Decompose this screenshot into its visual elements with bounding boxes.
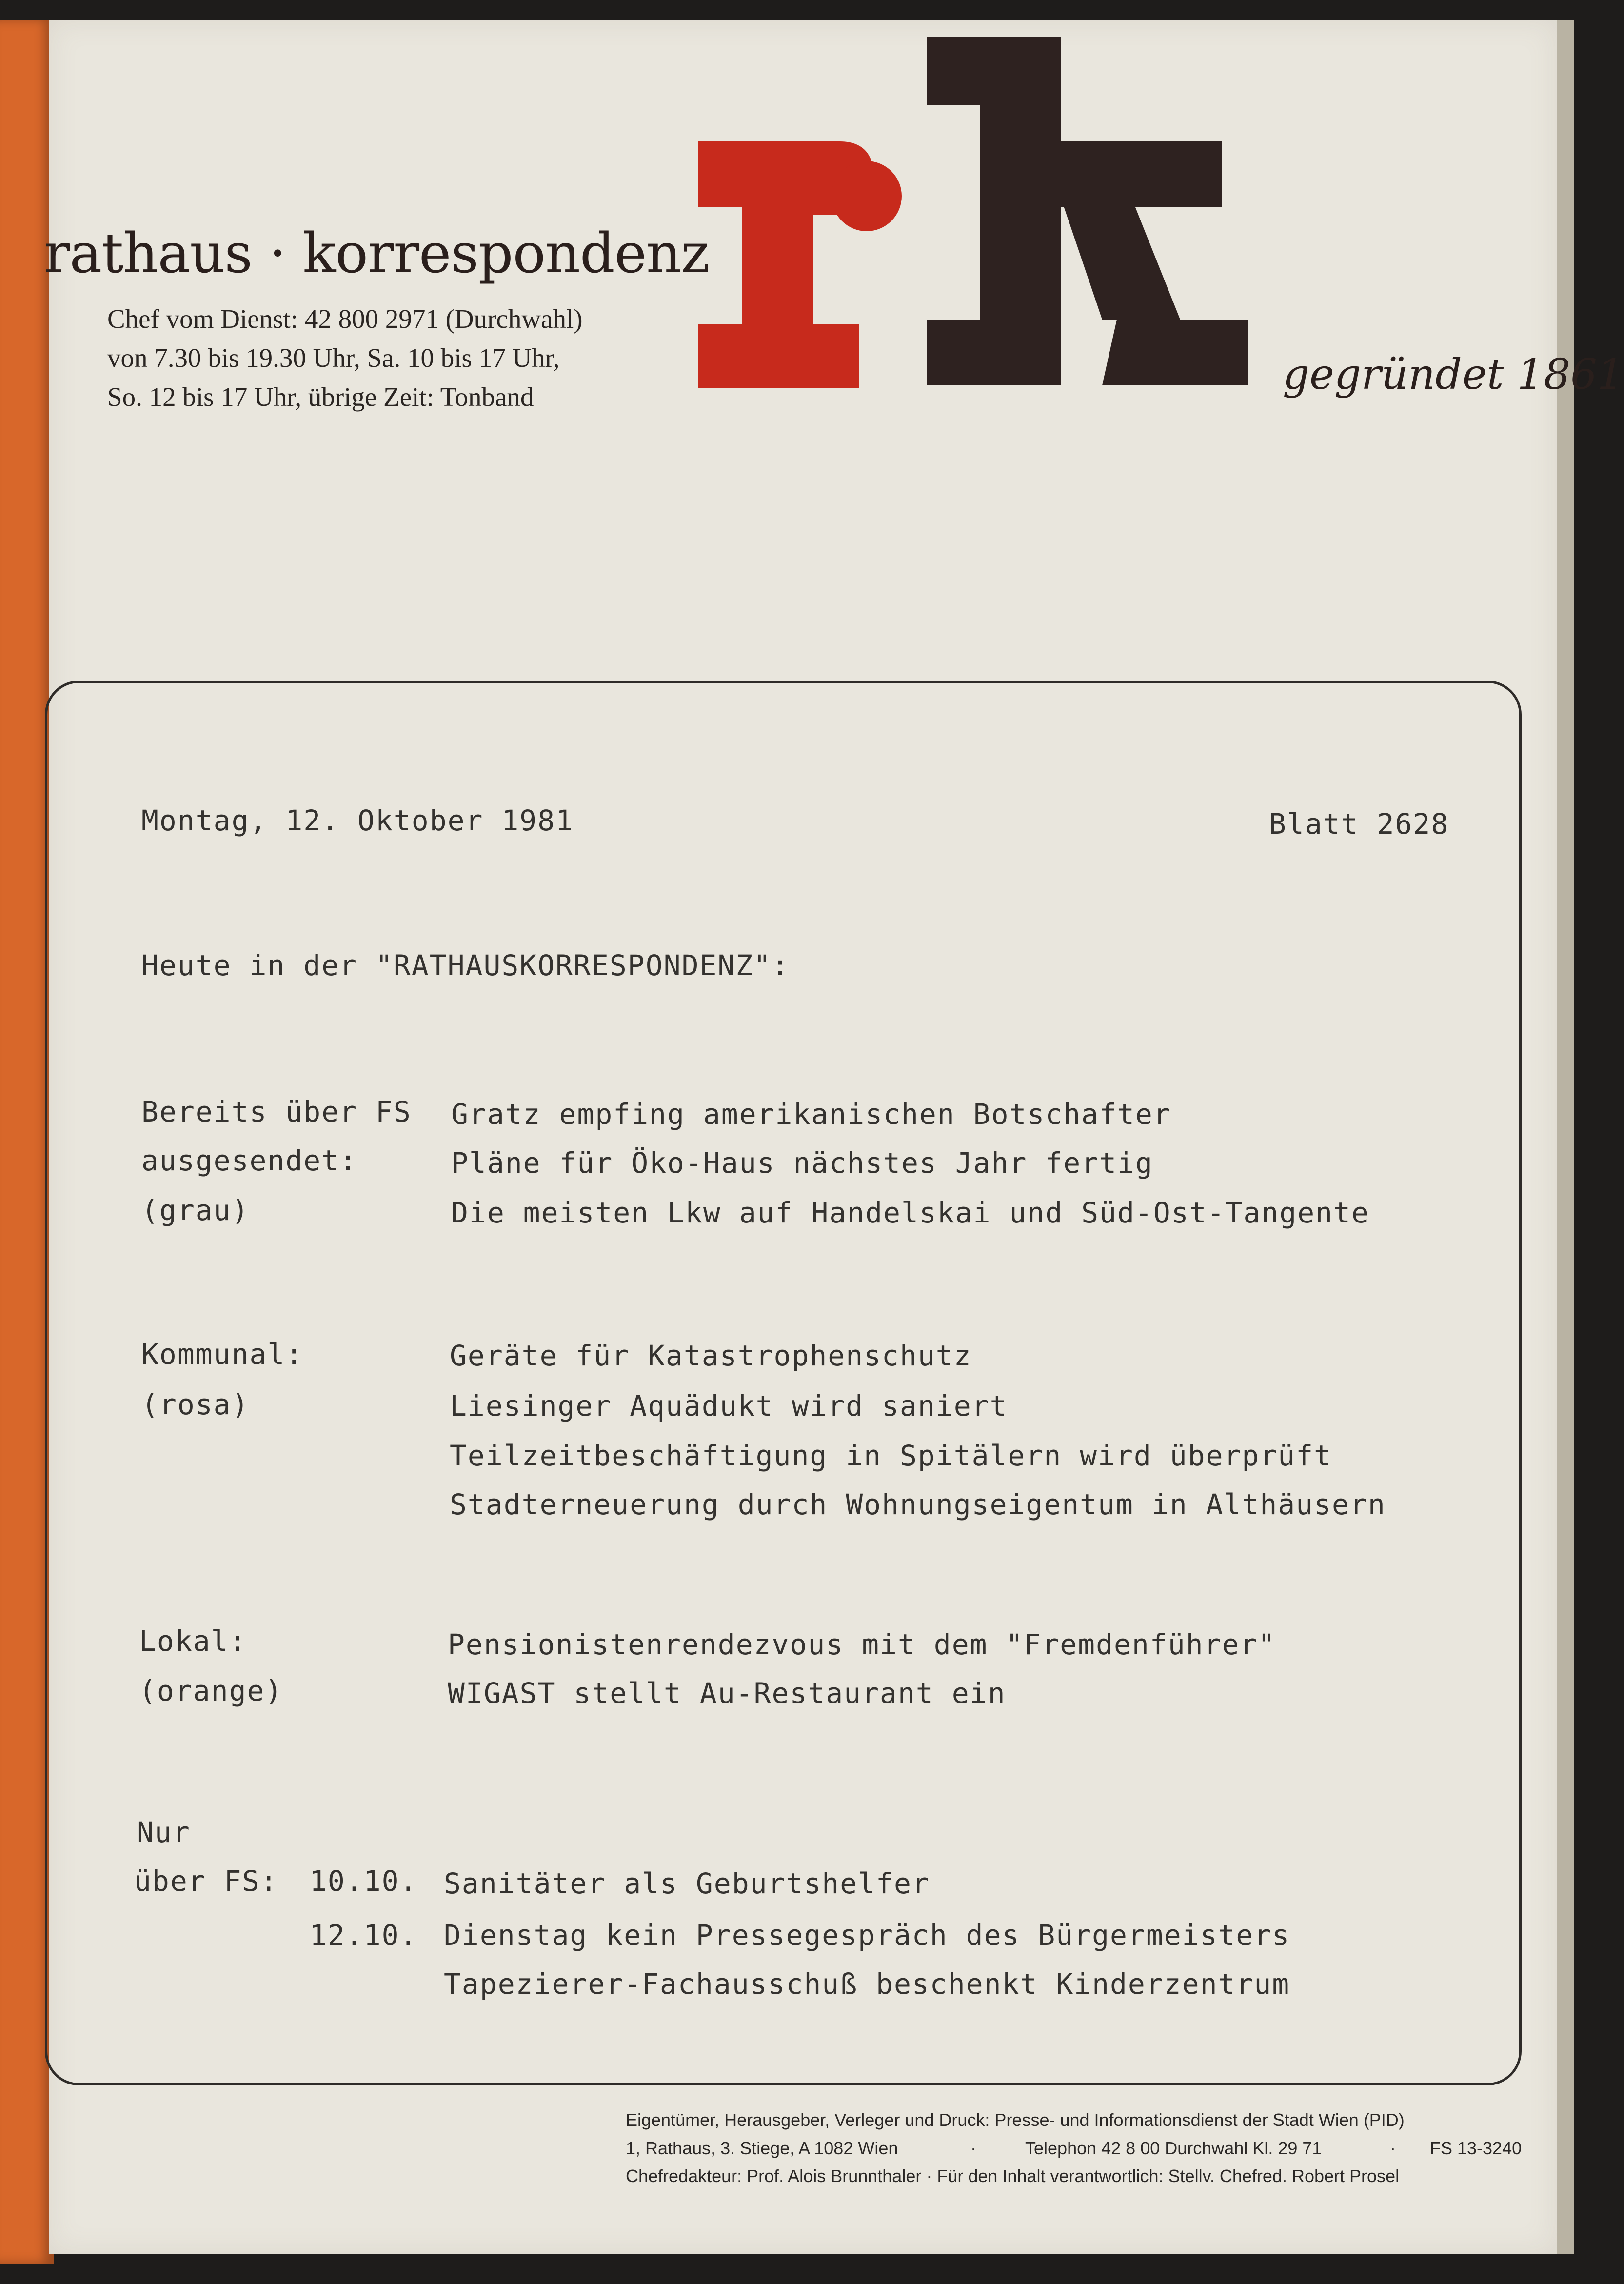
- contact-line: So. 12 bis 17 Uhr, übrige Zeit: Tonband: [107, 382, 534, 412]
- bulletin-date: Montag, 12. Oktober 1981: [141, 804, 574, 837]
- headline-item: Pensionistenrendezvous mit dem "Fremdenführer": [448, 1628, 1276, 1661]
- rk-logo-r: [698, 141, 903, 390]
- sheet-number: Blatt 2628: [1269, 807, 1449, 841]
- headline-item: Pläne für Öko-Haus nächstes Jahr fertig: [451, 1146, 1153, 1180]
- fs-date: 12.10.: [310, 1919, 418, 1952]
- headline-item: Liesinger Aquädukt wird saniert: [450, 1389, 1008, 1422]
- bulletin-intro: Heute in der "RATHAUSKORRESPONDENZ":: [141, 949, 790, 982]
- founded-signature: gegründet 1861: [1283, 350, 1624, 399]
- headline-item: Tapezierer-Fachausschuß beschenkt Kinderzentrum: [444, 1967, 1290, 2001]
- footer-separator: ·: [1390, 2138, 1396, 2158]
- fs-date: 10.10.: [310, 1864, 418, 1898]
- footer-address: 1, Rathaus, 3. Stiege, A 1082 Wien: [626, 2138, 898, 2158]
- section-label: (grau): [141, 1194, 250, 1227]
- headline-item: Teilzeitbeschäftigung in Spitälern wird überprüft: [450, 1439, 1332, 1472]
- section-label: über FS:: [134, 1864, 278, 1898]
- headline-item: Dienstag kein Pressegespräch des Bürgermeisters: [444, 1919, 1290, 1952]
- section-label: (orange): [139, 1674, 283, 1707]
- footer-publisher: Eigentümer, Herausgeber, Verleger und Druck: Presse- und Informationsdienst der Stadt Wien (PID): [626, 2110, 1405, 2130]
- section-label: Nur: [137, 1816, 191, 1849]
- section-label: (rosa): [141, 1388, 250, 1421]
- footer-editors: Chefredakteur: Prof. Alois Brunnthaler · Für den Inhalt verantwortlich: Stellv. Chefred. Robert Prosel: [626, 2166, 1400, 2186]
- section-label: Kommunal:: [141, 1338, 304, 1371]
- contact-line: Chef vom Dienst: 42 800 2971 (Durchwahl): [107, 304, 583, 334]
- headline-item: Geräte für Katastrophenschutz: [450, 1339, 972, 1372]
- headline-item: Sanitäter als Geburtshelfer: [444, 1867, 930, 1900]
- headline-item: WIGAST stellt Au-Restaurant ein: [448, 1677, 1006, 1710]
- section-label: ausgesendet:: [141, 1144, 358, 1177]
- rk-logo-k: [927, 37, 1268, 390]
- contact-line: von 7.30 bis 19.30 Uhr, Sa. 10 bis 17 Uhr,: [107, 343, 560, 373]
- headline-item: Die meisten Lkw auf Handelskai und Süd-Ost-Tangente: [451, 1196, 1369, 1229]
- masthead-title: rathaus · korrespondenz: [44, 222, 710, 285]
- section-label: Bereits über FS: [141, 1095, 412, 1128]
- headline-item: Gratz empfing amerikanischen Botschafter: [451, 1098, 1171, 1131]
- footer-separator: ·: [970, 2138, 976, 2158]
- footer-fs: FS 13-3240: [1430, 2138, 1522, 2158]
- headline-item: Stadterneuerung durch Wohnungseigentum in Althäusern: [450, 1488, 1386, 1521]
- footer-phone: Telephon 42 8 00 Durchwahl Kl. 29 71: [1025, 2138, 1322, 2158]
- section-label: Lokal:: [139, 1624, 247, 1658]
